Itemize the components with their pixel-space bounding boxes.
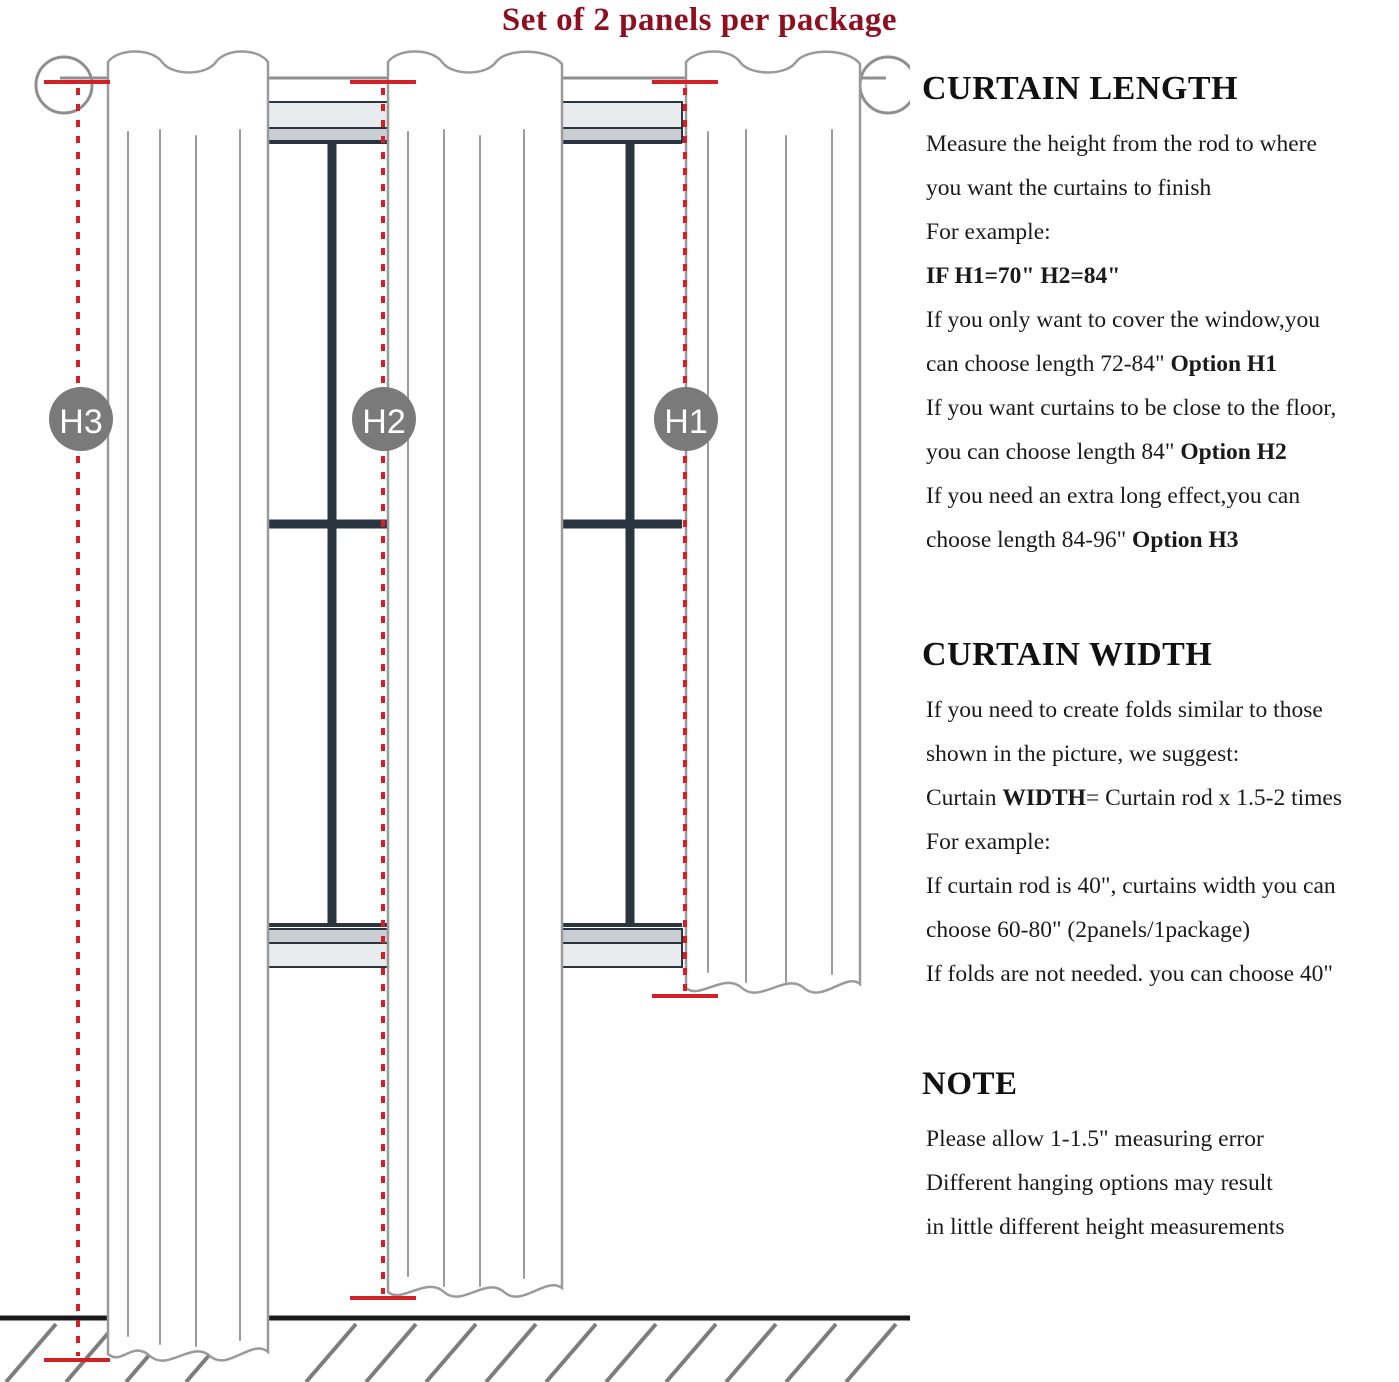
instruction-text: If you need an extra long effect,you can — [926, 483, 1301, 509]
instruction-line — [926, 254, 1392, 298]
instruction-text: If you only want to cover the window,you — [926, 307, 1320, 333]
instruction-line — [926, 210, 1392, 254]
instruction-text: If you need to create folds similar to those — [926, 697, 1323, 723]
instruction-line — [926, 732, 1392, 776]
instruction-line — [926, 1117, 1392, 1161]
section-spacer — [922, 562, 1392, 636]
instruction-text: Measure the height from the rod to where — [926, 131, 1317, 157]
instruction-text: If you want curtains to be close to the floor, — [926, 395, 1337, 421]
instruction-text: For example: — [926, 219, 1051, 245]
instruction-emphasis: IF H1=70" H2=84" — [926, 263, 1121, 289]
section-note — [922, 1066, 1392, 1249]
instruction-line — [926, 952, 1392, 996]
instruction-emphasis: Option H1 — [1170, 351, 1277, 377]
instruction-text: Please allow 1-1.5" measuring error — [926, 1126, 1264, 1152]
page-title: Set of 2 panels per package — [501, 2, 898, 38]
instruction-emphasis: Option H3 — [1132, 527, 1239, 553]
instruction-line — [926, 342, 1392, 386]
curtain-panel-h1 — [686, 52, 860, 993]
section-body-curtain-length — [922, 122, 1392, 562]
instruction-line — [926, 776, 1392, 820]
label-badge-h2 — [352, 387, 416, 451]
instruction-text: Curtain — [926, 785, 1003, 811]
instructions-column — [922, 70, 1392, 1382]
instruction-emphasis: WIDTH — [1002, 785, 1086, 811]
curtain-panel-h3 — [108, 52, 268, 1361]
instruction-text: shown in the picture, we suggest: — [926, 741, 1240, 767]
instruction-text: If curtain rod is 40", curtains width you can — [926, 873, 1336, 899]
instruction-emphasis: Option H2 — [1180, 439, 1287, 465]
instruction-text: can choose length 72-84" — [926, 351, 1171, 377]
instruction-line — [926, 430, 1392, 474]
section-heading-curtain-width: CURTAIN WIDTH — [922, 636, 1213, 673]
instruction-text: you want the curtains to finish — [926, 175, 1212, 201]
instruction-line — [926, 864, 1392, 908]
section-body-note — [922, 1117, 1392, 1249]
instruction-text: in little different height measurements — [926, 1214, 1285, 1240]
measure-line-h3 — [44, 82, 110, 1360]
instruction-text: choose length 84-96" — [926, 527, 1133, 553]
instruction-text: Different hanging options may result — [926, 1170, 1273, 1196]
instruction-text: = Curtain rod x 1.5-2 times — [1085, 785, 1343, 811]
section-heading-curtain-length: CURTAIN LENGTH — [922, 70, 1238, 107]
instruction-line — [926, 122, 1392, 166]
instruction-line — [926, 386, 1392, 430]
label-h3-text: H3 — [59, 403, 103, 441]
label-badge-h3 — [49, 387, 113, 451]
label-h1-text: H1 — [664, 403, 708, 441]
section-spacer — [922, 996, 1392, 1066]
instruction-line — [926, 1205, 1392, 1249]
instruction-line — [926, 1161, 1392, 1205]
instruction-line — [926, 908, 1392, 952]
instruction-line — [926, 474, 1392, 518]
instruction-line — [926, 298, 1392, 342]
instruction-line — [926, 166, 1392, 210]
section-heading-note: NOTE — [922, 1066, 1018, 1102]
curtain-panel-h2 — [388, 52, 562, 1297]
label-badge-h1 — [654, 387, 718, 451]
instruction-line — [926, 688, 1392, 732]
section-curtain-width — [922, 636, 1392, 996]
instruction-text: For example: — [926, 829, 1051, 855]
instruction-text: choose 60-80" (2panels/1package) — [926, 917, 1251, 943]
section-body-curtain-width — [922, 688, 1392, 996]
section-curtain-length — [922, 70, 1392, 562]
instruction-line — [926, 820, 1392, 864]
instruction-text: you can choose length 84" — [926, 439, 1181, 465]
label-h2-text: H2 — [362, 403, 406, 441]
instruction-line — [926, 518, 1392, 562]
instruction-text: If folds are not needed. you can choose 40" — [926, 961, 1333, 987]
